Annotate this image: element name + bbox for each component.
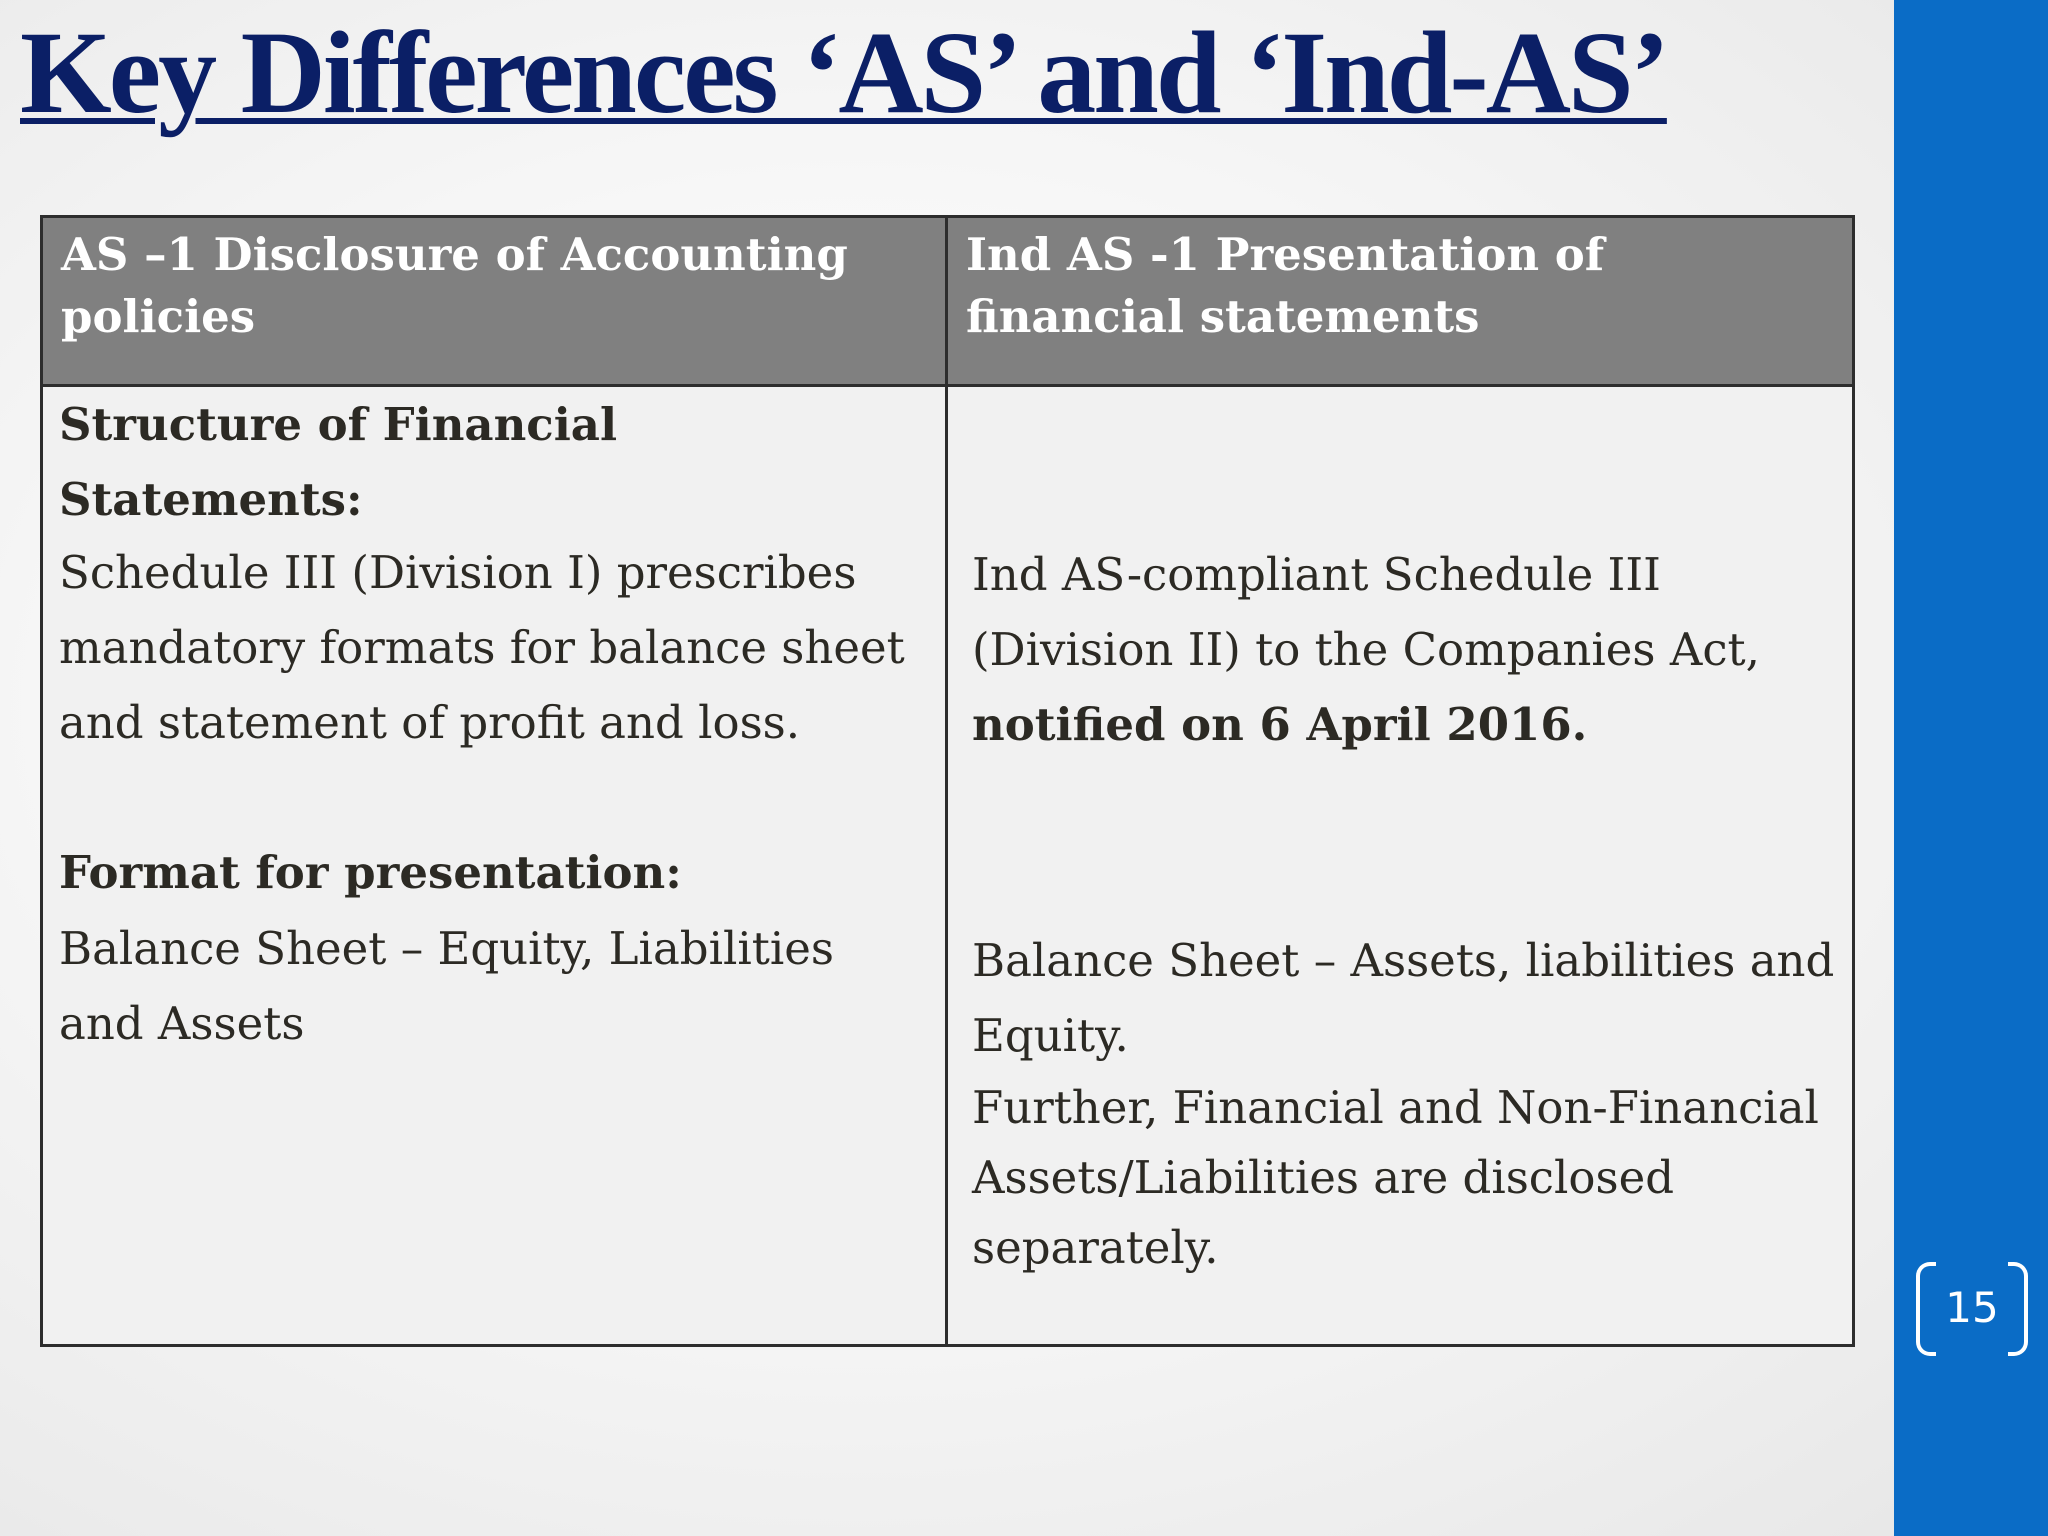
comparison-table bbox=[40, 215, 1855, 1347]
page-number-badge bbox=[1908, 1262, 2036, 1354]
structure-heading: Structure of Financial Statements: bbox=[59, 398, 618, 526]
table-header-row bbox=[42, 217, 1854, 386]
ind-as-structure-block bbox=[972, 537, 1838, 762]
ind-as-1-cell bbox=[947, 386, 1854, 1346]
ind-as-format-text: Balance Sheet – Assets, liabilities and Equity. bbox=[972, 934, 1835, 1062]
header-as-1: AS –1 Disclosure of Accounting policies bbox=[42, 217, 947, 386]
as-structure-text: Schedule III (Division I) prescribes mandatory formats for balance sheet and statement of profit and loss. bbox=[59, 546, 905, 749]
right-bracket-icon bbox=[2008, 1262, 2028, 1356]
ind-as-structure-text: Ind AS-compliant Schedule III (Division II) to the Companies Act, bbox=[972, 548, 1760, 676]
format-heading: Format for presentation: bbox=[59, 846, 682, 899]
page-number: 15 bbox=[1945, 1283, 1999, 1332]
header-ind-as-1: Ind AS -1 Presentation of financial statements bbox=[947, 217, 1854, 386]
as-format-text: Balance Sheet – Equity, Liabilities and Assets bbox=[59, 922, 834, 1050]
as-1-cell bbox=[42, 386, 947, 1346]
left-bracket-icon bbox=[1916, 1262, 1936, 1356]
ind-as-disclosure-text: Further, Financial and Non-Financial Assets/Liabilities are disclosed separately. bbox=[972, 1081, 1819, 1274]
slide-title: Key Differences ‘AS’ and ‘Ind-AS’ bbox=[20, 7, 1667, 138]
ind-as-notified-date: notified on 6 April 2016. bbox=[972, 698, 1588, 751]
table-body-row bbox=[42, 386, 1854, 1346]
